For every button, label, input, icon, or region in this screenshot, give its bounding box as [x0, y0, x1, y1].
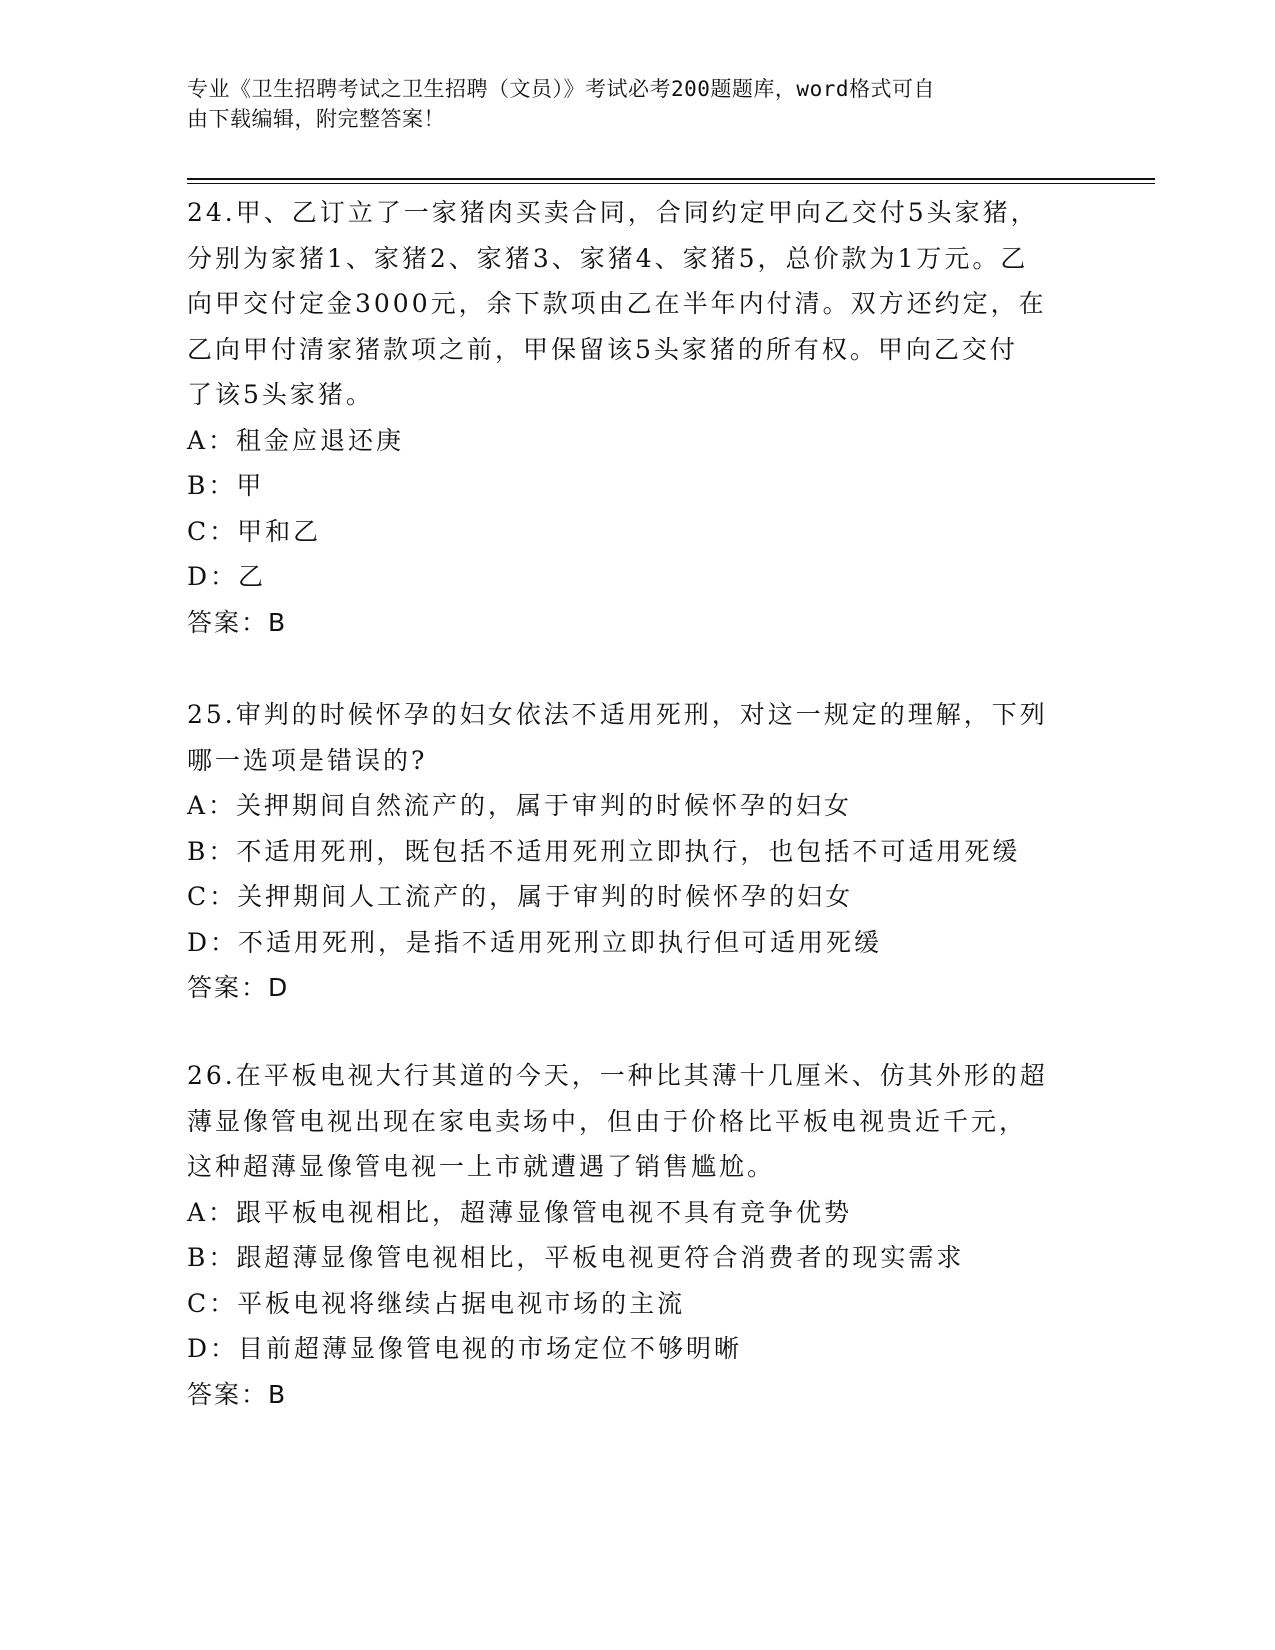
option-d: D：乙	[187, 562, 267, 591]
option-b: B：跟超薄显像管电视相比，平板电视更符合消费者的现实需求	[187, 1243, 965, 1272]
header-divider-thin	[187, 183, 1155, 184]
header-divider-thick	[187, 178, 1155, 180]
question-25	[187, 692, 1087, 1011]
question-stem-line: 薄显像管电视出现在家电卖场中，但由于价格比平板电视贵近千元，	[187, 1106, 1028, 1136]
question-stem-line: 了该5头家猪。	[187, 380, 374, 409]
option-c: C：甲和乙	[187, 516, 322, 546]
document-header	[187, 74, 1067, 134]
question-stem-line: 哪一选项是错误的?	[187, 745, 428, 775]
option-c: C：平板电视将继续占据电视市场的主流	[187, 1288, 686, 1318]
option-c: C：关押期间人工流产的，属于审判的时候怀孕的妇女	[187, 882, 854, 911]
question-stem-line: 这种超薄显像管电视一上市就遭遇了销售尴尬。	[187, 1152, 776, 1181]
header-line: 专业《卫生招聘考试之卫生招聘（文员）》考试必考200题题库，word格式可自	[187, 77, 935, 101]
option-d: D：目前超薄显像管电视的市场定位不够明晰	[187, 1334, 743, 1363]
answer: 答案：B	[187, 1379, 288, 1409]
option-b: B：不适用死刑，既包括不适用死刑立即执行，也包括不可适用死缓	[187, 836, 1021, 866]
option-b: B：甲	[187, 471, 265, 500]
question-stem-line: 乙向甲付清家猪款项之前，甲保留该5头家猪的所有权。甲向乙交付	[187, 334, 1018, 364]
option-a: A：关押期间自然流产的，属于审判的时候怀孕的妇女	[187, 791, 853, 820]
question-stem-line: 向甲交付定金3000元，余下款项由乙在半年内付清。双方还约定，在	[187, 289, 1047, 318]
question-stem-line: 分别为家猪1、家猪2、家猪3、家猪4、家猪5，总价款为1万元。乙	[187, 243, 1029, 273]
answer: 答案：B	[187, 607, 288, 637]
question-24	[187, 190, 1087, 645]
question-26	[187, 1053, 1087, 1417]
answer: 答案：D	[187, 973, 290, 1002]
question-stem-line: 24.甲、乙订立了一家猪肉买卖合同，合同约定甲向乙交付5头家猪，	[187, 198, 1039, 227]
option-a: A：跟平板电视相比，超薄显像管电视不具有竞争优势	[187, 1197, 853, 1227]
question-stem-line: 25.审判的时候怀孕的妇女依法不适用死刑，对这一规定的理解，下列	[187, 700, 1048, 729]
header-line: 由下载编辑，附完整答案！	[187, 107, 445, 131]
question-stem-line: 26.在平板电视大行其道的今天，一种比其薄十几厘米、仿其外形的超	[187, 1061, 1048, 1090]
option-d: D：不适用死刑，是指不适用死刑立即执行但可适用死缓	[187, 927, 883, 957]
option-a: A：租金应退还庚	[187, 425, 405, 455]
